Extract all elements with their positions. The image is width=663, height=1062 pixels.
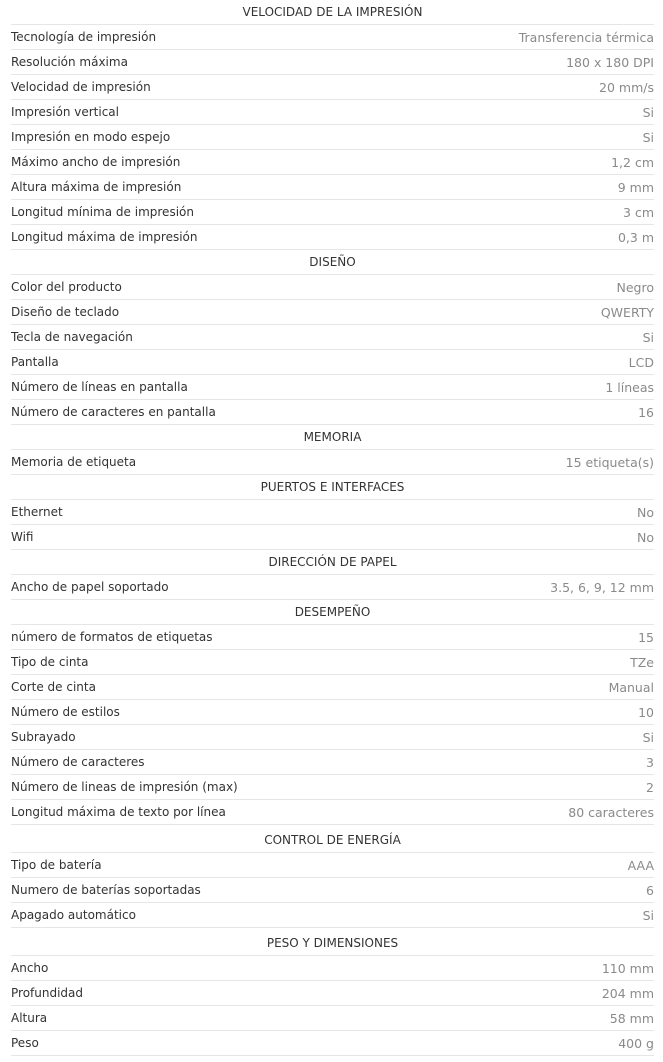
spec-value: 400 g: [618, 1035, 654, 1051]
spec-value: 10: [638, 704, 654, 720]
spec-row: [11, 275, 654, 300]
spec-value: TZe: [630, 654, 654, 670]
spec-row: [11, 75, 654, 100]
spec-row: [11, 350, 654, 375]
spec-row: [11, 800, 654, 825]
spec-value: 3 cm: [623, 204, 654, 220]
spec-row: [11, 775, 654, 800]
spec-row: [11, 50, 654, 75]
spec-label: Ancho: [11, 960, 49, 975]
spec-value: 6: [646, 882, 654, 898]
spec-row: [11, 675, 654, 700]
spec-value: 0,3 m: [617, 229, 654, 245]
section-header: [11, 828, 654, 853]
spec-label: Longitud mínima de impresión: [11, 204, 194, 219]
spec-row: [11, 400, 654, 425]
spec-row: [11, 575, 654, 600]
section-title: DIRECCIÓN DE PAPEL: [268, 555, 397, 569]
spec-value: No: [637, 504, 654, 520]
spec-row: [11, 650, 654, 675]
spec-row: [11, 1031, 654, 1056]
section-title: DISEÑO: [309, 255, 356, 269]
spec-row: [11, 525, 654, 550]
spec-label: número de formatos de etiquetas: [11, 629, 213, 644]
spec-row: [11, 150, 654, 175]
spec-label: Peso: [11, 1035, 39, 1050]
spec-row: [11, 175, 654, 200]
spec-label: Diseño de teclado: [11, 304, 120, 319]
spec-label: Tecnología de impresión: [11, 29, 157, 44]
spec-label: Altura máxima de impresión: [11, 179, 182, 194]
spec-value: 204 mm: [601, 985, 654, 1001]
spec-value: No: [637, 529, 654, 545]
section-header: [11, 931, 654, 956]
spec-value: QWERTY: [600, 304, 654, 320]
section-title: MEMORIA: [303, 430, 362, 444]
spec-value: 2: [646, 779, 654, 795]
spec-label: Pantalla: [11, 354, 59, 369]
spec-label: Número de líneas en pantalla: [11, 379, 188, 394]
spec-label: Color del producto: [11, 279, 122, 294]
spec-value: Si: [642, 329, 654, 345]
section-header: [11, 0, 654, 25]
spec-label: Tecla de navegación: [11, 329, 133, 344]
spec-row: [11, 125, 654, 150]
section-title: CONTROL DE ENERGÍA: [264, 833, 401, 847]
spec-label: Corte de cinta: [11, 679, 96, 694]
spec-value: AAA: [627, 857, 654, 873]
spec-value: 3: [646, 754, 654, 770]
spec-row: [11, 878, 654, 903]
spec-label: Numero de baterías soportadas: [11, 882, 201, 897]
spec-row: [11, 100, 654, 125]
spec-value: 9 mm: [617, 179, 654, 195]
spec-row: [11, 750, 654, 775]
spec-row: [11, 700, 654, 725]
spec-value: 15 etiqueta(s): [565, 454, 654, 470]
spec-value: 110 mm: [601, 960, 654, 976]
section-title: DESEMPEÑO: [294, 605, 371, 619]
spec-table: [11, 0, 654, 1056]
spec-label: Wifi: [11, 529, 34, 544]
section-header: [11, 425, 654, 450]
spec-row: [11, 300, 654, 325]
section-title: PESO Y DIMENSIONES: [266, 936, 399, 950]
spec-label: Longitud máxima de texto por línea: [11, 804, 226, 819]
spec-label: Impresión vertical: [11, 104, 119, 119]
spec-label: Número de caracteres: [11, 754, 145, 769]
section-title: VELOCIDAD DE LA IMPRESIÓN: [242, 5, 423, 19]
spec-row: [11, 625, 654, 650]
spec-label: Tipo de batería: [11, 857, 102, 872]
spec-label: Máximo ancho de impresión: [11, 154, 181, 169]
spec-row: [11, 200, 654, 225]
spec-row: [11, 500, 654, 525]
spec-label: Impresión en modo espejo: [11, 129, 171, 144]
spec-value: Negro: [616, 279, 654, 295]
spec-row: [11, 903, 654, 928]
spec-label: Longitud máxima de impresión: [11, 229, 198, 244]
section-header: [11, 550, 654, 575]
spec-value: 1,2 cm: [611, 154, 654, 170]
spec-label: Memoria de etiqueta: [11, 454, 137, 469]
section-header: [11, 475, 654, 500]
spec-value: Si: [642, 129, 654, 145]
spec-value: 20 mm/s: [599, 79, 654, 95]
spec-row: [11, 1006, 654, 1031]
spec-value: 15: [638, 629, 654, 645]
spec-row: [11, 853, 654, 878]
spec-label: Subrayado: [11, 729, 76, 744]
spec-value: Manual: [608, 679, 654, 695]
spec-value: 3.5, 6, 9, 12 mm: [550, 579, 654, 595]
spec-value: 80 caracteres: [568, 804, 654, 820]
spec-row: [11, 956, 654, 981]
spec-row: [11, 375, 654, 400]
spec-value: 180 x 180 DPI: [566, 54, 654, 70]
spec-label: Profundidad: [11, 985, 84, 1000]
spec-value: Si: [642, 104, 654, 120]
section-header: [11, 600, 654, 625]
spec-row: [11, 225, 654, 250]
spec-label: Número de caracteres en pantalla: [11, 404, 216, 419]
spec-row: [11, 450, 654, 475]
spec-row: [11, 325, 654, 350]
spec-label: Ancho de papel soportado: [11, 579, 169, 594]
spec-label: Número de estilos: [11, 704, 120, 719]
spec-value: Si: [642, 907, 654, 923]
spec-value: LCD: [628, 354, 654, 370]
spec-row: [11, 725, 654, 750]
spec-label: Altura: [11, 1010, 48, 1025]
section-title: PUERTOS E INTERFACES: [260, 480, 405, 494]
spec-label: Apagado automático: [11, 907, 136, 922]
spec-row: [11, 25, 654, 50]
spec-value: 58 mm: [609, 1010, 654, 1026]
spec-value: Transferencia térmica: [518, 29, 654, 45]
spec-label: Número de lineas de impresión (max): [11, 779, 238, 794]
spec-row: [11, 981, 654, 1006]
spec-label: Tipo de cinta: [11, 654, 89, 669]
spec-label: Velocidad de impresión: [11, 79, 151, 94]
spec-label: Resolución máxima: [11, 54, 128, 69]
section-header: [11, 250, 654, 275]
spec-value: 1 líneas: [605, 379, 654, 395]
spec-value: 16: [638, 404, 654, 420]
spec-value: Si: [642, 729, 654, 745]
spec-label: Ethernet: [11, 504, 63, 519]
